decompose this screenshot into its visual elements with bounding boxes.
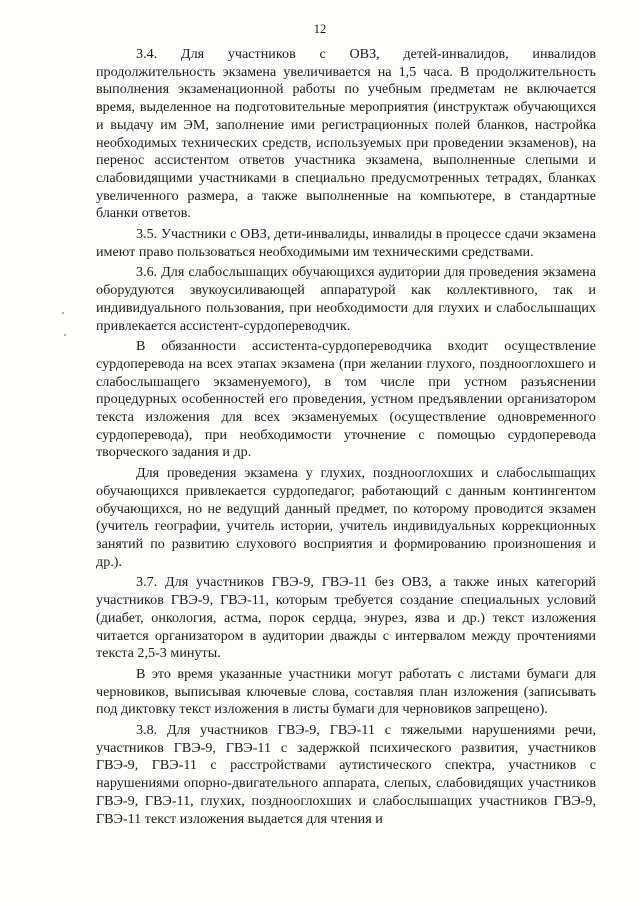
scan-speck bbox=[62, 312, 64, 314]
paragraph-3-5: 3.5. Участники с ОВЗ, дети-инвалиды, инвалиды в процессе сдачи экзамена имеют право пользоваться необходимыми им техническими средствами. bbox=[96, 226, 596, 260]
paragraph-sign-interpreter-duties: В обязанности ассистента-сурдопереводчика входит осуществление сурдоперевода на всех этапах экзамена (при желании глухого, позднооглохшего и слабослышащего экзаменуемого), в том числе при устном разъяснении процедурных особенностей его проведения, устном предъявлении организатором текста изложения для всех экзаменуемых (осуществление одновременного сурдоперевода), при необходимости уточнение с помощью сурдоперевода творческого задания и др. bbox=[96, 338, 596, 461]
paragraph-deaf-teacher: Для проведения экзамена у глухих, позднооглохших и слабослышащих обучающихся привлекается сурдопедагог, работающий с данным контингентом обучающихся, но не ведущий данный предмет, по которому проводится экзамен (учитель географии, учитель истории, учитель индивидуальных коррекционных занятий по развитию слухового восприятия и формированию произношения и др.). bbox=[96, 465, 596, 570]
paragraph-draft-sheets: В это время указанные участники могут работать с листами бумаги для черновиков, выписывая ключевые слова, составляя план изложения (записывать под диктовку текст изложения в листы бумаги для черновиков запрещено). bbox=[96, 665, 596, 718]
paragraph-3-7: 3.7. Для участников ГВЭ-9, ГВЭ-11 без ОВЗ, а также иных категорий участников ГВЭ-9, ГВЭ-11, которым требуется создание специальных условий (диабет, онкология, астма, порок сердца, энурез, язва и др.) текст изложения читается организатором в аудитории дважды с интервалом между прочтениями текста 2,5-3 минуты. bbox=[96, 574, 596, 662]
paragraph-3-6: 3.6. Для слабослышащих обучающихся аудитории для проведения экзамена оборудуются звукоусиливающей аппаратурой как коллективного, так и индивидуального пользования, при необходимости для глухих и слабослышащих привлекается ассистент-сурдопереводчик. bbox=[96, 264, 596, 334]
paragraph-3-8: 3.8. Для участников ГВЭ-9, ГВЭ-11 с тяжелыми нарушениями речи, участников ГВЭ-9, ГВЭ-11 с задержкой психического развития, участников ГВЭ-9, ГВЭ-11 с расстройствами аутистического спектра, участников с нарушениями опорно-двигательного аппарата, слепых, слабовидящих участников ГВЭ-9, ГВЭ-11, глухих, позднооглохших и слабослышащих участников ГВЭ-9, ГВЭ-11 текст изложения выдается для чтения и bbox=[96, 722, 596, 827]
scan-speck bbox=[64, 334, 66, 336]
paragraph-3-4: 3.4. Для участников с ОВЗ, детей-инвалидов, инвалидов продолжительность экзамена увеличивается на 1,5 часа. В продолжительность выполнения экзаменационной работы по учебным предметам не включается время, выделенное на подготовительные мероприятия (инструктаж обучающихся и выдачу им ЭМ, заполнение ими регистрационных полей бланков, настройка необходимых технических средств, используемых при проведении экзаменов), на перенос ассистентом ответов участника экзамена, выполненные слепыми и слабовидящими участниками в специально предусмотренных тетрадях, бланках увеличенного размера, а также выполненные на компьютере, в стандартные бланки ответов. bbox=[96, 46, 596, 222]
page-number: 12 bbox=[313, 22, 327, 36]
document-body bbox=[96, 46, 596, 828]
